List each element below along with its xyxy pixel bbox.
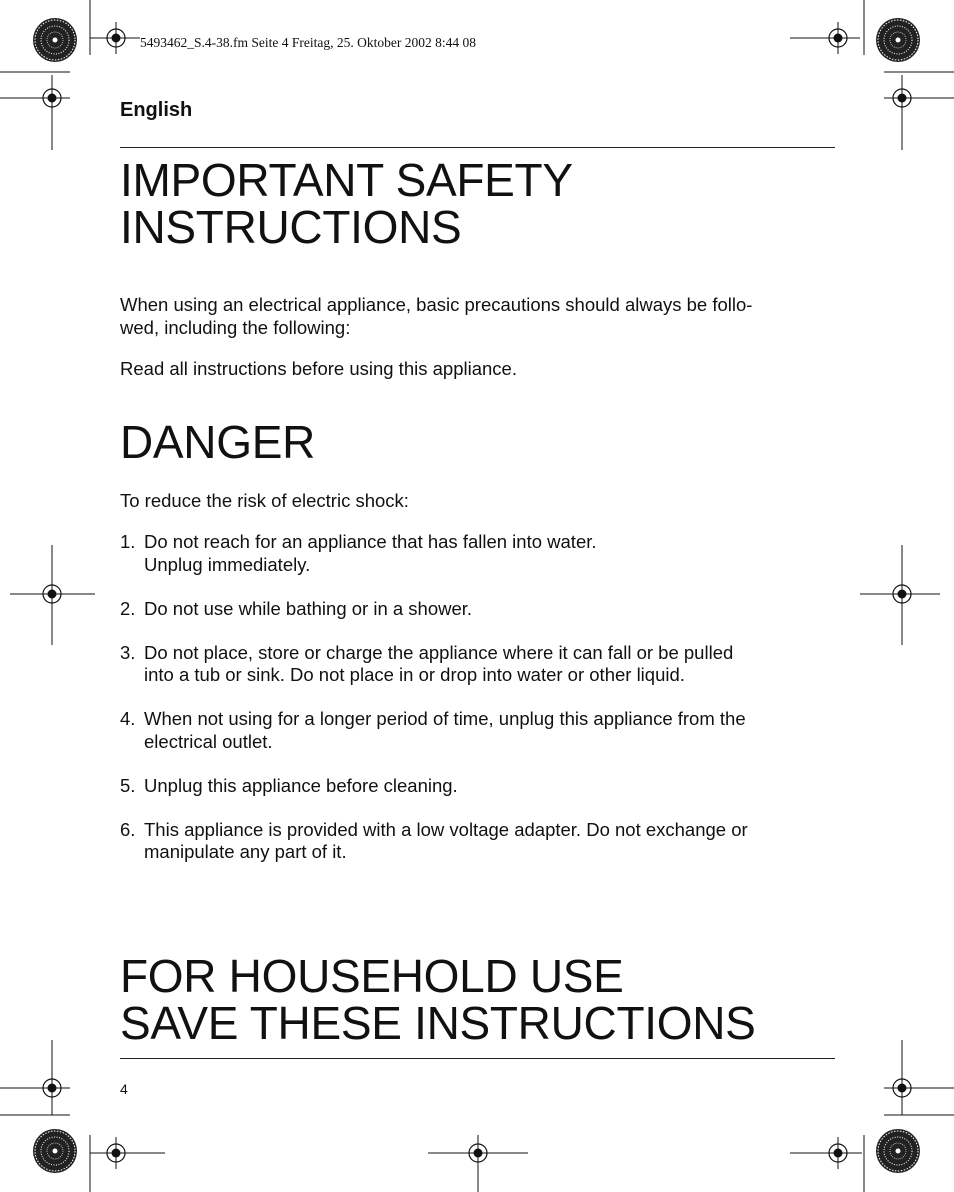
page-number: 4 [120, 1081, 128, 1097]
read-all-text: Read all instructions before using this appliance. [120, 358, 517, 379]
list-item [120, 598, 820, 621]
list-item-text [144, 708, 820, 753]
language-label: English [120, 99, 193, 121]
danger-list [120, 531, 820, 885]
page-title-line-2: INSTRUCTIONS [120, 201, 462, 253]
intro-line-2: wed, including the following: [120, 317, 351, 338]
list-item [120, 531, 820, 576]
list-item-text [144, 531, 820, 576]
list-item-number: 2. [120, 597, 136, 619]
list-item-line: electrical outlet. [144, 730, 273, 752]
closing-line-1: FOR HOUSEHOLD USE [120, 950, 624, 1002]
list-item-number: 6. [120, 818, 136, 840]
intro-paragraph [120, 293, 820, 339]
list-item-number: 3. [120, 641, 136, 663]
list-item-text [144, 775, 820, 798]
list-item [120, 708, 820, 753]
list-item-text [144, 598, 820, 621]
list-item-line: Do not use while bathing or in a shower. [144, 597, 473, 619]
list-item-line: Unplug this appliance before cleaning. [144, 774, 458, 796]
list-item-line: Do not place, store or charge the appliance where it can fall or be pulled [144, 641, 734, 663]
list-item-number: 5. [120, 774, 136, 796]
list-item-number: 1. [120, 531, 136, 552]
page-title [120, 154, 573, 253]
danger-lead: To reduce the risk of electric shock: [120, 490, 409, 511]
list-item-line: This appliance is provided with a low voltage adapter. Do not exchange or [144, 818, 748, 840]
bottom-rule [120, 1058, 835, 1059]
list-item [120, 819, 820, 864]
closing-heading [120, 950, 756, 1049]
list-item-line: When not using for a longer period of time, unplug this appliance from the [144, 708, 746, 729]
list-item-line: manipulate any part of it. [144, 841, 347, 862]
list-item-text [144, 642, 820, 687]
list-item-number: 4. [120, 708, 136, 729]
list-item [120, 775, 820, 798]
intro-line-1: When using an electrical appliance, basic precautions should always be follo- [120, 294, 753, 315]
list-item [120, 642, 820, 687]
print-slug: 5493462_S.4-38.fm Seite 4 Freitag, 25. Oktober 2002 8:44 08 [140, 35, 476, 50]
danger-heading: DANGER [120, 416, 316, 468]
page-title-line-1: IMPORTANT SAFETY [120, 154, 573, 206]
top-rule [120, 147, 835, 148]
closing-line-2: SAVE THESE INSTRUCTIONS [120, 997, 756, 1049]
list-item-line: Do not reach for an appliance that has fallen into water. [144, 531, 597, 552]
list-item-line: Unplug immediately. [144, 553, 311, 575]
list-item-line: into a tub or sink. Do not place in or drop into water or other liquid. [144, 664, 685, 685]
list-item-text [144, 819, 820, 864]
